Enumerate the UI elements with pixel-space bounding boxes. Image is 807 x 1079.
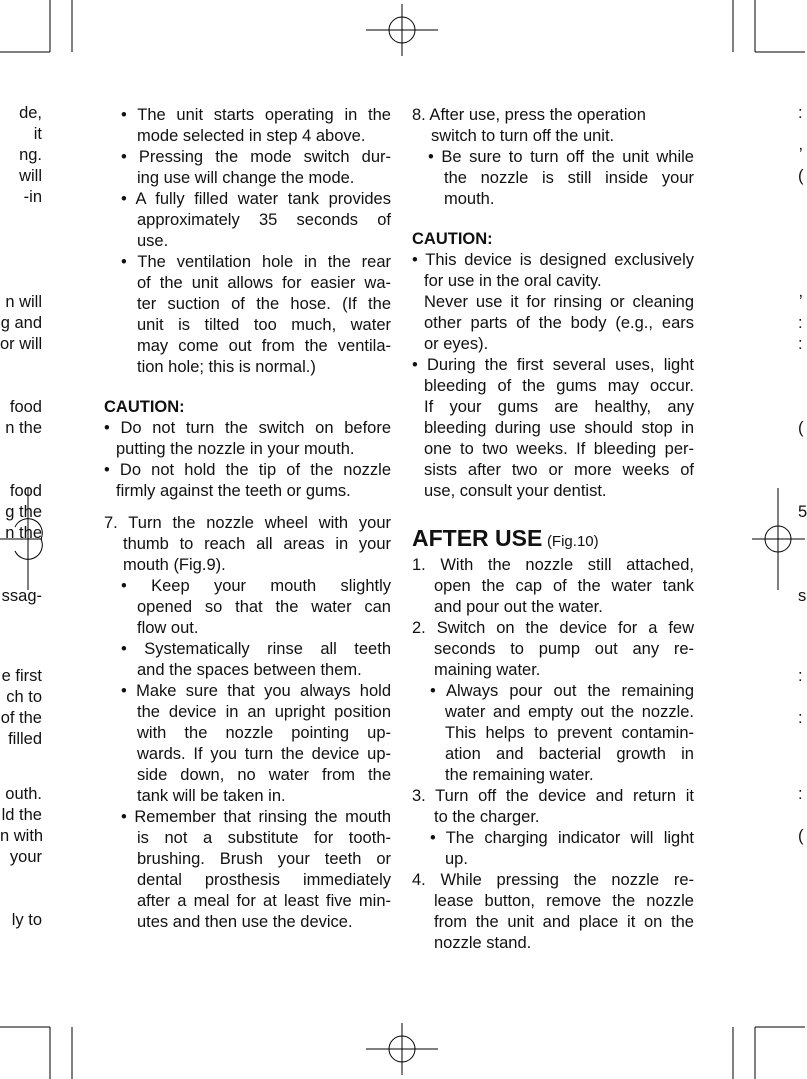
step-7-line: flow out. — [137, 619, 199, 637]
fragment: will — [19, 167, 42, 185]
caution-line: • Do not hold the tip of the nozzle — [104, 461, 391, 479]
step-7-line: • Make sure that you always hold — [121, 682, 391, 700]
fragment: of the — [0, 709, 42, 727]
fragment: g the — [5, 503, 42, 521]
step-7-line: after a meal for at least five min- — [137, 892, 391, 910]
caution-line: use, consult your dentist. — [424, 482, 607, 500]
fragment: de, — [19, 104, 42, 122]
after-use-line: and pour out the water. — [434, 598, 603, 616]
step-7-line: brushing. Brush your teeth or — [137, 850, 391, 868]
step-8-line: • Be sure to turn off the unit while — [428, 148, 694, 166]
fragment: : — [798, 314, 803, 332]
step-7-line: side down, no water from the — [137, 766, 391, 784]
step-7-line: tank will be taken in. — [137, 787, 286, 805]
fragment: ( — [798, 827, 804, 845]
step-7-line: thumb to reach all areas in your — [123, 535, 391, 553]
caution-line: bleeding of the gums may occur. — [424, 377, 694, 395]
caution-line: or eyes). — [424, 335, 489, 353]
bullet-line: unit is tilted too much, water — [137, 316, 391, 334]
after-use-line: 3. Turn off the device and return it — [412, 787, 694, 805]
step-7-line: mouth (Fig.9). — [123, 556, 226, 574]
fragment: : — [798, 709, 803, 727]
caution-line: other parts of the body (e.g., ears — [424, 314, 694, 332]
caution-line: one to two weeks. If bleeding per- — [424, 440, 694, 458]
fragment: -in — [23, 188, 42, 206]
step-7-line: with the nozzle pointing up- — [137, 724, 391, 742]
bullet-line: • The unit starts operating in the — [121, 106, 391, 124]
caution-line: sists after two or more weeks of — [424, 461, 694, 479]
fragment: n will — [5, 293, 42, 311]
fragment: : — [798, 785, 803, 803]
fragment: your — [9, 848, 42, 866]
after-use-line: water and empty out the nozzle. — [445, 703, 694, 721]
caution-line: • During the first several uses, light — [412, 356, 694, 374]
caution-heading: CAUTION: — [412, 230, 493, 248]
fragment: e first — [1, 667, 42, 685]
bullet-line: use. — [137, 232, 169, 250]
caution-line: bleeding during use should stop in — [424, 419, 694, 437]
fragment: food — [9, 398, 42, 416]
fragment: ( — [798, 167, 804, 185]
after-use-title: AFTER USE — [412, 525, 543, 551]
fragment: : — [798, 104, 803, 122]
after-use-line: from the unit and place it on the — [434, 913, 694, 931]
bullet-line: of the unit allows for easier wa- — [137, 274, 391, 292]
step-7-line: • Keep your mouth slightly — [121, 577, 391, 595]
step-7-line: 7. Turn the nozzle wheel with your — [104, 514, 391, 532]
registration-mark-bottom — [366, 1023, 438, 1075]
fragment: : — [798, 335, 803, 353]
caution-line: • Do not turn the switch on before — [104, 419, 391, 437]
fragment: ssag- — [1, 587, 42, 605]
step-7-line: the device in an upright position — [137, 703, 391, 721]
bullet-line: • Pressing the mode switch dur- — [121, 148, 391, 166]
bullet-line: ing use will change the mode. — [137, 169, 355, 187]
fragment: ld the — [1, 806, 42, 824]
bullet-line: • The ventilation hole in the rear — [121, 253, 391, 271]
step-8-line: the nozzle is still inside your — [444, 169, 694, 187]
after-use-line: 2. Switch on the device for a few — [412, 619, 694, 637]
step-8-line: switch to turn off the unit. — [431, 127, 615, 145]
fragment: g and — [0, 314, 42, 332]
after-use-line: nozzle stand. — [434, 934, 532, 952]
fragment: ( — [798, 419, 804, 437]
after-use-heading — [412, 525, 599, 552]
after-use-line: • The charging indicator will light — [430, 829, 694, 847]
fragment: n the — [5, 419, 42, 437]
after-use-line: maining water. — [434, 661, 541, 679]
fragment: outh. — [5, 785, 42, 803]
after-use-line: the remaining water. — [445, 766, 594, 784]
after-use-line: to the charger. — [434, 808, 540, 826]
caution-heading: CAUTION: — [104, 398, 185, 416]
caution-line: Never use it for rinsing or cleaning — [424, 293, 694, 311]
fragment: food — [9, 482, 42, 500]
fragment: 5 — [798, 503, 807, 521]
bullet-line: ter suction of the hose. (If the — [137, 295, 391, 313]
after-use-line: ation and bacterial growth in — [445, 745, 694, 763]
step-8-line: mouth. — [444, 190, 495, 208]
after-use-line: • Always pour out the remaining — [430, 682, 694, 700]
after-use-line: up. — [445, 850, 468, 868]
bullet-line: approximately 35 seconds of — [137, 211, 391, 229]
caution-line: for use in the oral cavity. — [424, 272, 602, 290]
fragment: n with — [0, 827, 44, 845]
bullet-line: mode selected in step 4 above. — [137, 127, 366, 145]
step-7-line: is not a substitute for tooth- — [137, 829, 391, 847]
bullet-line: • A fully filled water tank provides — [121, 190, 391, 208]
fragment: ch to — [6, 688, 42, 706]
registration-mark-top — [366, 4, 438, 56]
step-7-line: wards. If you turn the device up- — [137, 745, 391, 763]
step-7-line: utes and then use the device. — [137, 913, 353, 931]
step-7-line: dental prosthesis immediately — [137, 871, 391, 889]
caution-line: putting the nozzle in your mouth. — [116, 440, 355, 458]
after-use-line: This helps to prevent contamin- — [445, 724, 694, 742]
caution-line: • This device is designed exclusively — [412, 251, 694, 269]
fragment: : — [798, 667, 803, 685]
after-use-line: 4. While pressing the nozzle re- — [412, 871, 694, 889]
step-7-line: • Systematically rinse all teeth — [121, 640, 391, 658]
bullet-line: tion hole; this is normal.) — [137, 358, 316, 376]
fragment: ly to — [11, 911, 42, 929]
caution-line: If your gums are healthy, any — [424, 398, 694, 416]
step-7-line: and the spaces between them. — [137, 661, 362, 679]
step-7-line: opened so that the water can — [137, 598, 391, 616]
fragment: filled — [8, 730, 42, 748]
after-use-line: lease button, remove the nozzle — [434, 892, 694, 910]
after-use-line: seconds to pump out any re- — [434, 640, 694, 658]
fragment: or will — [0, 335, 43, 353]
step-7-line: • Remember that rinsing the mouth — [121, 808, 391, 826]
fragment: ʼ — [799, 146, 803, 164]
fragment: ng. — [19, 146, 42, 164]
fragment: ʼ — [799, 293, 803, 311]
caution-line: firmly against the teeth or gums. — [116, 482, 351, 500]
after-use-fig-ref: (Fig.10) — [546, 533, 599, 550]
after-use-line: open the cap of the water tank — [434, 577, 694, 595]
after-use-line: 1. With the nozzle still attached, — [412, 556, 694, 574]
fragment: s — [798, 587, 807, 605]
bullet-line: may come out from the ventila- — [137, 337, 391, 355]
step-8-line: 8. After use, press the operation — [412, 106, 646, 124]
fragment: n the — [5, 524, 42, 542]
fragment: it — [33, 125, 42, 143]
